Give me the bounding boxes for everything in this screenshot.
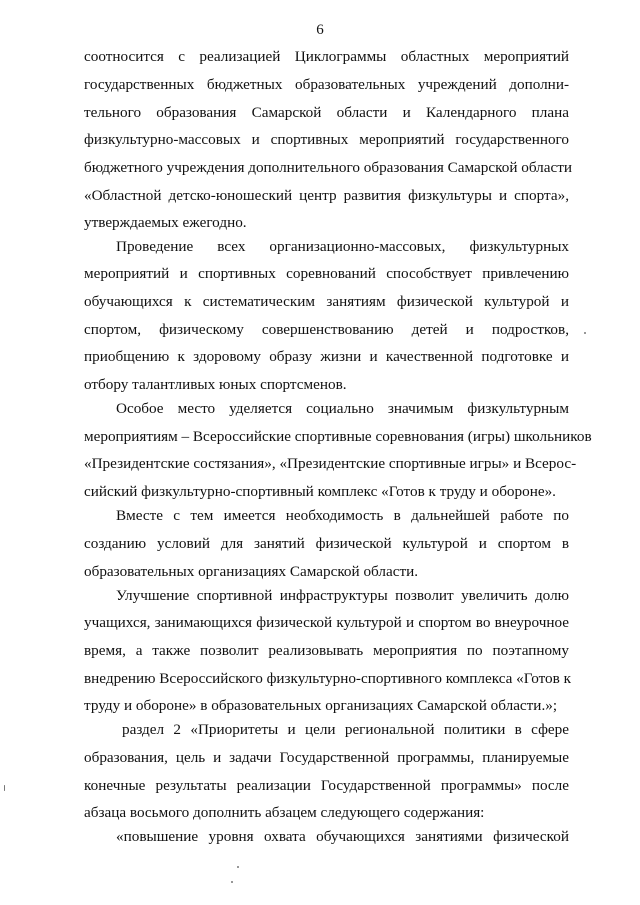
scan-speck (4, 785, 5, 791)
text-line: мероприятий и спортивных соревнований способствует привлечению (84, 265, 569, 282)
text-line: сийский физкультурно-спортивный комплекс «Готов к труду и обороне». (84, 483, 556, 500)
text-line: «Областной детско-юношеский центр развития физкультуры и спорта», (84, 187, 569, 204)
text-line: приобщению к здоровому образу жизни и качественной подготовке и (84, 348, 569, 365)
text-line: внедрению Всероссийского физкультурно-спортивного комплекса «Готов к (84, 670, 571, 687)
text-line: созданию условий для занятий физической культурой и спортом в (84, 535, 569, 552)
text-line: тельного образования Самарской области и Календарного плана (84, 104, 569, 121)
text-line: отбору талантливых юных спортсменов. (84, 376, 347, 393)
text-line: конечные результаты реализации Государственной программы» после (84, 777, 569, 794)
text-line: время, а также позволит реализовывать мероприятия по поэтапному (84, 642, 569, 659)
text-line: бюджетного учреждения дополнительного образования Самарской области (84, 159, 573, 176)
scan-speck (231, 881, 233, 883)
text-line: образования, цель и задачи Государственной программы, планируемые (84, 749, 569, 766)
text-line: Особое место уделяется социально значимым физкультурным (116, 400, 569, 417)
scan-speck (237, 866, 239, 868)
text-line: утверждаемых ежегодно. (84, 214, 247, 231)
text-line: «Президентские состязания», «Президентские спортивные игры» и Всерос- (84, 455, 577, 472)
text-line: физкультурно-массовых и спортивных мероприятий государственного (84, 131, 569, 148)
text-line: спортом, физическому совершенствованию детей и подростков, (84, 321, 569, 338)
text-line: обучающихся к систематическим занятиям физической культурой и (84, 293, 569, 310)
text-line: Вместе с тем имеется необходимость в дальнейшей работе по (116, 507, 569, 524)
text-line: труду и обороне» в образовательных организациях Самарской области.»; (84, 697, 558, 714)
text-line: раздел 2 «Приоритеты и цели региональной политики в сфере (122, 721, 569, 738)
text-line: учащихся, занимающихся физической культурой и спортом во внеурочное (84, 614, 569, 631)
page-number: 6 (316, 22, 324, 38)
text-line: абзаца восьмого дополнить абзацем следующего содержания: (84, 804, 485, 821)
text-line: образовательных организациях Самарской области. (84, 563, 419, 580)
text-line: Проведение всех организационно-массовых, физкультурных (116, 238, 569, 255)
text-line: соотносится с реализацией Циклограммы областных мероприятий (84, 48, 569, 65)
text-line: мероприятиям – Всероссийские спортивные соревнования (игры) школьников (84, 428, 592, 445)
text-line: «повышение уровня охвата обучающихся занятиями физической (116, 828, 569, 845)
text-line: Улучшение спортивной инфраструктуры позволит увеличить долю (116, 587, 569, 604)
scan-speck (584, 332, 586, 334)
text-line: государственных бюджетных образовательных учреждений дополни- (84, 76, 569, 93)
